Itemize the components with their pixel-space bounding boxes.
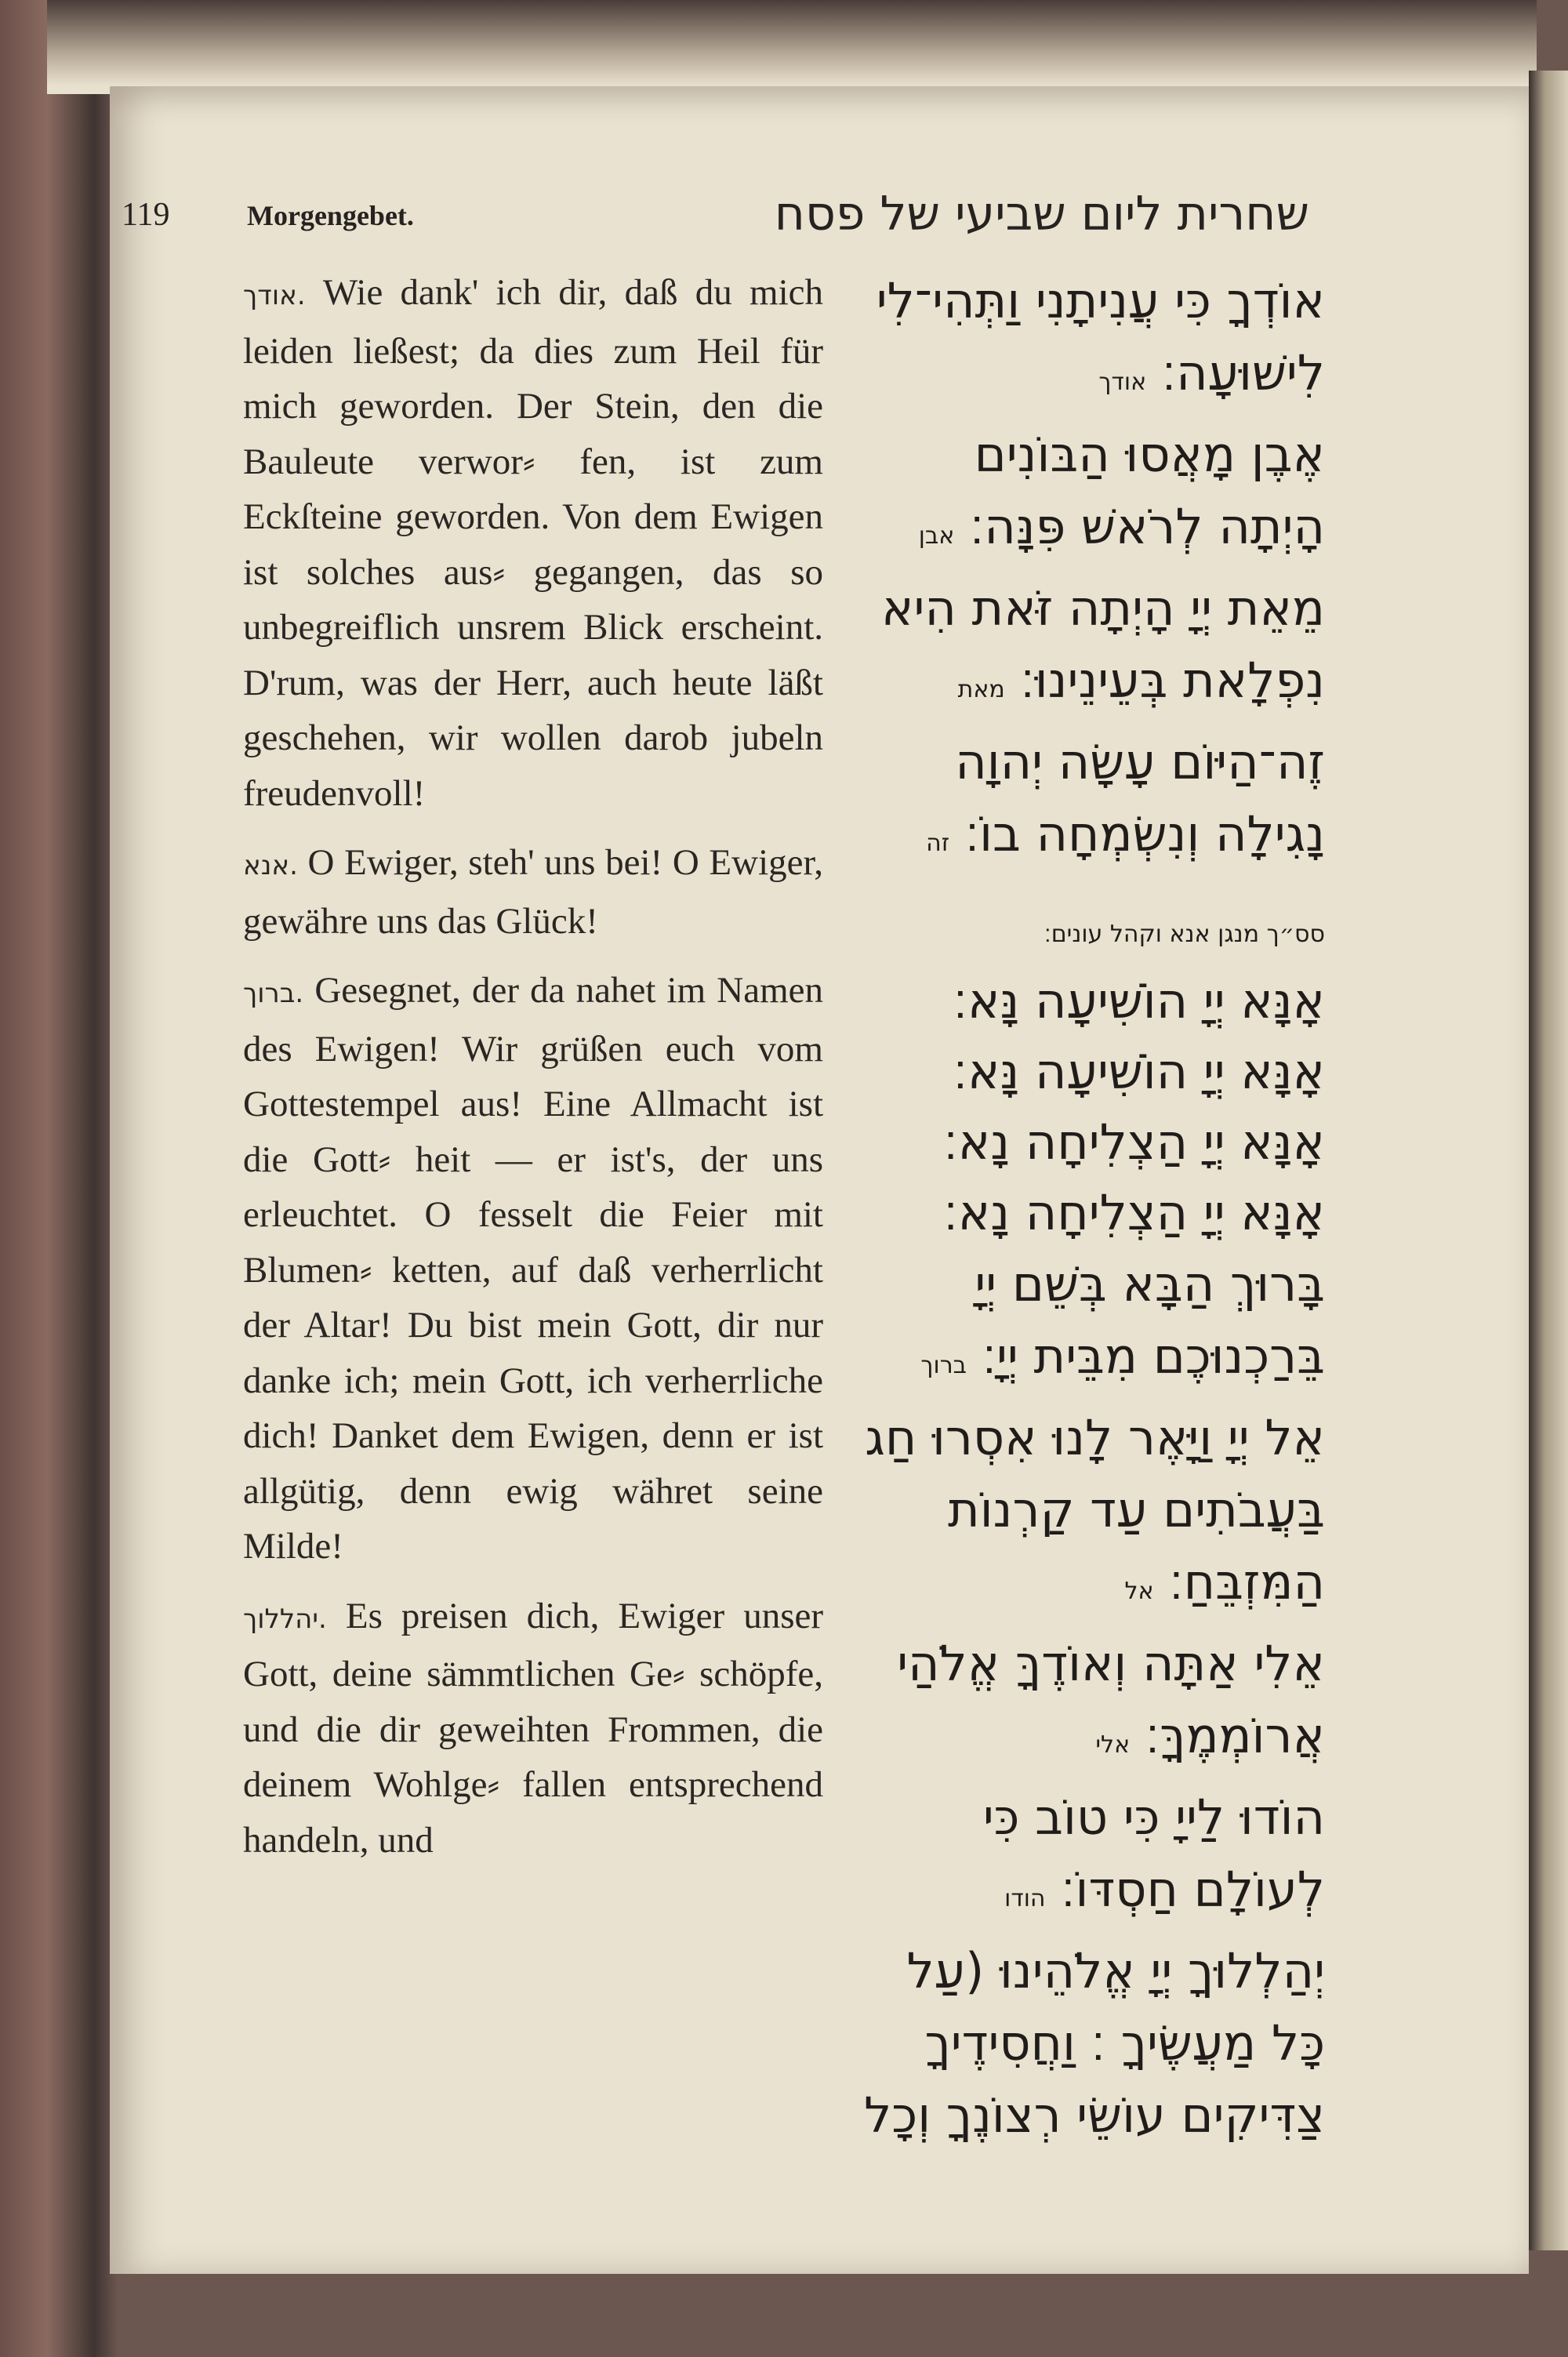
verse-catchword: אל — [1124, 1578, 1154, 1605]
hebrew-cue: יהללוך. — [243, 1603, 327, 1635]
verse-catchword: ברוך — [920, 1352, 967, 1379]
paragraph-text: O Ewiger, steh' uns bei! O Ewiger, gewähre uns das Glück! — [243, 842, 824, 942]
hebrew-verse — [855, 265, 1325, 419]
hebrew-cue: ברוך. — [243, 978, 304, 1009]
hebrew-verse — [855, 572, 1325, 726]
verse-catchword: אודך — [1098, 369, 1147, 396]
hebrew-running-title: שחרית ליום שביעי של פסח — [774, 187, 1309, 242]
german-paragraph — [243, 265, 823, 821]
anna-line: אָנָּא יְיָ הוֹשִׁיעָה נָּא׃ — [953, 1043, 1325, 1100]
verse-text: יְהַלְלוּךָ יְיָ אֱלֹהֵינוּ (עַל כָּל מַעֲשֶׂיךָ ׃ וַחֲסִידֶיךָ צַדִּיקִים עוֹשֵׂי רְצוֹנֶךָ וְכָל — [864, 1942, 1325, 2144]
page-number: 119 — [122, 197, 170, 233]
hebrew-verse — [855, 1402, 1325, 1628]
hebrew-verse — [855, 1781, 1325, 1935]
german-paragraph — [243, 963, 823, 1574]
anna-line: אָנָּא יְיָ הַצְלִיחָה נָא׃ — [943, 1113, 1325, 1171]
hebrew-verse — [855, 1248, 1325, 1402]
verse-text: אוֹדְךָ כִּי עֲנִיתָנִי וַתְּהִי־לִי לִישׁוּעָה׃ — [876, 272, 1325, 401]
paragraph-text: Gesegnet, der da nahet im Namen des Ewigen! Wir grüßen euch vom Gottestempel aus! Eine Allmacht ist die Gott⸗ heit — er ist's, der uns erleuchtet. O fesselt die Feier mit Blumen⸗ ketten, auf daß verherrlicht der Altar! Du bist mein Gott, dir nur danke ich; mein Gott, ich verherrliche dich! Danket dem Ewigen, denn er ist allgütig, denn ewig währet seine Milde! — [243, 970, 823, 1567]
paragraph-text: Wie dank' ich dir, daß du mich leiden ließest; da dies zum Heil für mich geworden. Der Stein, den die Bauleute verwor⸗ fen, ist zum Eckſteine geworden. Von dem Ewigen ist solches aus⸗ gegangen, das so unbegreiflich unsrem Blick erscheint. D'rum, was der Herr, auch heute läßt geschehen, wir wollen darob jubeln freudenvoll! — [243, 272, 824, 814]
verse-catchword: אבן — [918, 522, 955, 550]
facing-page-edge — [1529, 71, 1568, 2250]
anna-line: אָנָּא יְיָ הוֹשִׁיעָה נָּא׃ — [953, 972, 1325, 1030]
verse-text: אֵלִי אַתָּה וְאוֹדֶךָּ אֱלֹהַי אֲרוֹמְמֶךָּ׃ — [897, 1635, 1325, 1764]
hebrew-verse — [855, 1628, 1325, 1781]
verse-text: בָּרוּךְ הַבָּא בְּשֵׁם יְיָ בֵּרַכְנוּכֶם מִבֵּית יְיָ׃ — [975, 1255, 1325, 1385]
verse-catchword: זה — [926, 830, 950, 857]
german-translation-column — [243, 265, 823, 1882]
hebrew-cue: אודך. — [243, 280, 306, 311]
page-stack-top — [47, 0, 1537, 94]
paragraph-text: Es preisen dich, Ewiger unser Gott, deine sämmtlichen Ge⸗ schöpfe, und die dir geweihten Frommen, die deinem Wohlge⸗ fallen entsprechend handeln, und — [243, 1595, 824, 1861]
verse-text: אֶבֶן מָאֲסוּ הַבּוֹנִים הָיְתָה לְרֹאשׁ פִּנָּה׃ — [970, 426, 1325, 555]
hebrew-text-column — [855, 265, 1325, 2152]
german-paragraph — [243, 835, 823, 949]
verse-text: מֵאֵת יְיָ הָיְתָה זֹּאת הִיא נִפְלָאת בְּעֵינֵינוּ׃ — [881, 579, 1325, 709]
anna-line: אָנָּא יְיָ הַצְלִיחָה נָא׃ — [943, 1184, 1325, 1241]
rubric-instruction: סס״ך מנגן אנא וקהל עונים׃ — [1044, 921, 1325, 948]
verse-catchword: הודו — [1004, 1885, 1046, 1912]
hebrew-verse — [855, 1935, 1325, 2152]
verse-catchword: מאת — [957, 676, 1005, 703]
verse-text: זֶה־הַיּוֹם עָשָׂה יְהוָה נָגִילָה וְנִשְׂמְחָה בוֹ׃ — [955, 733, 1325, 863]
hebrew-verse — [855, 419, 1325, 572]
running-title: Morgengebet. — [247, 200, 414, 231]
verse-text: אֵל יְיָ וַיָּאֶר לָנוּ אִסְרוּ חַג בַּעֲבֹתִים עַד קַרְנוֹת הַמִּזְבֵּחַ׃ — [865, 1409, 1325, 1611]
verse-text: הוֹדוּ לַייָ כִּי טוֹב כִּי לְעוֹלָם חַסְדּוֹ׃ — [982, 1789, 1325, 1918]
hebrew-cue: אנא. — [243, 850, 298, 881]
german-paragraph — [243, 1589, 823, 1869]
hebrew-verse — [855, 726, 1325, 880]
verse-catchword: אלי — [1095, 1731, 1131, 1759]
